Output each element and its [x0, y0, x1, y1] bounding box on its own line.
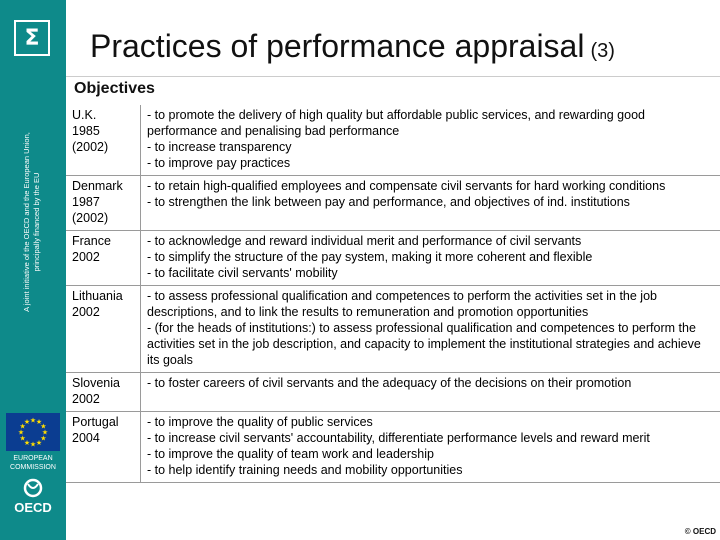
country-line: 2004	[72, 431, 100, 445]
eu-star-icon: ★	[40, 423, 47, 431]
objective-item: - to improve the quality of public services	[147, 415, 373, 429]
country-line: 1985	[72, 124, 100, 138]
table-row	[66, 286, 720, 373]
country-line: Denmark	[72, 179, 123, 193]
eu-star-icon: ★	[35, 439, 43, 447]
eu-star-icon: ★	[23, 439, 31, 447]
eu-star-icon: ★	[29, 417, 37, 425]
objective-item: - to assess professional qualification and competences to perform the activities set in the job descriptions, and to link the results to remuneration and promotion opportunities	[147, 289, 657, 319]
ec-label-line1: EUROPEAN	[13, 455, 53, 462]
objective-item: - to foster careers of civil servants and the adequacy of the decisions on their promotion	[147, 376, 632, 390]
objectives-cell	[141, 373, 720, 412]
country-line: (2002)	[72, 211, 109, 225]
table-row	[66, 231, 720, 286]
objective-item: - (for the heads of institutions:) to assess professional qualification and competences to perform the activities set in the job description, and capacity to implement the institutional strategies and achieve its goals	[147, 321, 701, 367]
objectives-cell	[141, 231, 720, 286]
country-line: U.K.	[72, 108, 97, 122]
objective-item: - to facilitate civil servants' mobility	[147, 266, 338, 280]
table-row	[66, 105, 720, 176]
page-title	[90, 28, 710, 72]
objectives-cell	[141, 412, 720, 483]
objectives-table	[66, 105, 720, 483]
european-commission-label	[0, 454, 66, 472]
oecd-label: OECD	[14, 500, 52, 515]
objective-item: - to acknowledge and reward individual merit and performance of civil servants	[147, 234, 582, 248]
country-cell	[66, 105, 141, 176]
country-line: France	[72, 234, 111, 248]
country-cell	[66, 286, 141, 373]
initiative-caption-line1: A joint initiative of the OECD and the European Union,	[22, 132, 31, 312]
objectives-cell	[141, 105, 720, 176]
ec-label-line2: COMMISSION	[10, 464, 56, 471]
objectives-cell	[141, 176, 720, 231]
objective-item: - to increase transparency	[147, 140, 292, 154]
objective-item: - to promote the delivery of high quality but affordable public services, and rewarding good performance and penalising bad performance	[147, 108, 645, 138]
eu-star-icon: ★	[41, 429, 49, 437]
objective-item: - to improve pay practices	[147, 156, 291, 170]
initiative-caption	[22, 72, 42, 372]
eu-star-icon: ★	[23, 419, 31, 427]
country-cell	[66, 231, 141, 286]
sigma-glyph: Σ	[24, 25, 40, 51]
page-title-number: (3)	[590, 40, 615, 62]
objective-item: - to strengthen the link between pay and performance, and objectives of ind. institutions	[147, 195, 630, 209]
objective-item: - to increase civil servants' accountability, differentiate performance levels and reward merit	[147, 431, 650, 445]
eu-flag-icon	[6, 413, 60, 451]
eu-star-icon: ★	[19, 435, 26, 443]
objective-item: - to simplify the structure of the pay system, making it more coherent and flexible	[147, 250, 593, 264]
country-cell	[66, 176, 141, 231]
objective-item: - to help identify training needs and mobility opportunities	[147, 463, 463, 477]
copyright-footer: © OECD	[684, 527, 716, 536]
page-title-text: Practices of performance appraisal	[90, 28, 585, 64]
eu-star-icon: ★	[35, 419, 43, 427]
table-row	[66, 176, 720, 231]
country-line: 1987	[72, 195, 100, 209]
eu-star-icon: ★	[19, 423, 26, 431]
section-subtitle: Objectives	[74, 80, 155, 97]
country-cell	[66, 373, 141, 412]
table-row	[66, 412, 720, 483]
country-line: (2002)	[72, 140, 109, 154]
country-line: Lithuania	[72, 289, 123, 303]
country-line: Portugal	[72, 415, 119, 429]
sigma-logo	[14, 20, 50, 56]
country-line: 2002	[72, 392, 100, 406]
eu-star-icon: ★	[40, 435, 47, 443]
objective-item: - to improve the quality of team work and leadership	[147, 447, 434, 461]
objective-item: - to retain high-qualified employees and compensate civil servants for hard working conditions	[147, 179, 666, 193]
country-line: Slovenia	[72, 376, 120, 390]
title-divider	[66, 76, 720, 77]
country-cell	[66, 412, 141, 483]
table-row	[66, 373, 720, 412]
initiative-caption-line2: principally financed by the EU	[32, 172, 41, 272]
eu-star-icon: ★	[29, 441, 37, 449]
eu-star-icon: ★	[17, 429, 25, 437]
country-line: 2002	[72, 305, 100, 319]
country-line: 2002	[72, 250, 100, 264]
objectives-cell	[141, 286, 720, 373]
sidebar	[0, 0, 66, 540]
